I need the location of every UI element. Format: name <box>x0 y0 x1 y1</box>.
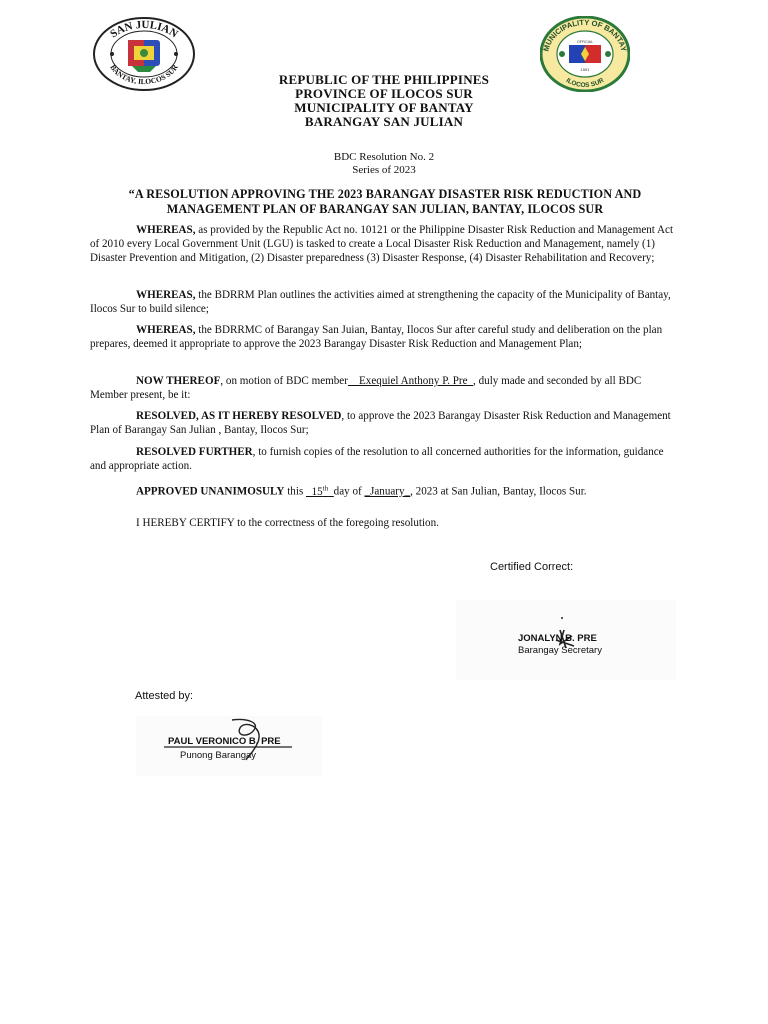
resolution-series: Series of 2023 <box>352 164 416 176</box>
resolved-text: , to approve the 2023 Barangay Disaster Risk Reduction and Management Plan of Barangay San Julian , Bantay, Ilocos Sur; <box>90 410 671 437</box>
resolved-further-lead: RESOLVED FURTHER <box>136 446 253 458</box>
resolved-lead: RESOLVED, AS IT HEREBY RESOLVED <box>136 410 342 422</box>
header-municipality: MUNICIPALITY OF BANTAY <box>294 100 474 115</box>
approved-day-tail: _ <box>328 485 334 498</box>
whereas-text: the BDRRM Plan outlines the activities aimed at strengthening the capacity of the Municipality of Bantay, Ilocos Sur to build silence; <box>90 289 671 316</box>
resolution-title <box>90 187 680 217</box>
whereas-paragraph-1 <box>90 223 680 266</box>
secretary-signature-block <box>456 600 676 680</box>
captain-name: PAUL VERONICO B. PRE <box>168 736 281 747</box>
resolution-title-line1: “A RESOLUTION APPROVING THE 2023 BARANGAY DISASTER RISK REDUCTION AND <box>128 187 642 201</box>
secretary-name: JONALYN B. PRE <box>518 633 597 644</box>
whereas-lead: WHEREAS, <box>136 289 196 301</box>
resolution-number: BDC Resolution No. 2 <box>333 151 435 163</box>
whereas-paragraph-3 <box>90 323 680 351</box>
whereas-text: as provided by the Republic Act no. 10121 or the Philippine Disaster Risk Reduction and Management Act of 2010 every Local Government Unit (LGU) is tasked to create a Local Disaster Risk Reduction and Management, namely (1) Disaster Prevention and Mitigation, (2) Disaster preparedness (3) Disaster Response, (4) Disaster Rehabilitation and Recovery; <box>90 224 674 265</box>
whereas-paragraph-2 <box>90 288 680 316</box>
approved-text-b: day of <box>333 485 365 498</box>
captain-signature-block <box>136 716 322 776</box>
approved-text-c: , 2023 at San Julian, Bantay, Ilocos Sur. <box>410 485 587 498</box>
approved-paragraph <box>90 481 680 499</box>
seal-right-bottom-text: ILOCOS SUR <box>564 76 606 90</box>
seal-left-bottom-text: BANTAY, ILOCOS SUR <box>108 62 180 87</box>
header-province: PROVINCE OF ILOCOS SUR <box>295 86 473 101</box>
moving-member-name: __Exequiel Anthony P. Pre_ <box>347 375 474 387</box>
approved-day <box>306 486 334 498</box>
captain-title: Punong Barangay <box>180 750 257 761</box>
seal-right-year: 1591 <box>580 67 590 72</box>
whereas-text: the BDRRMC of Barangay San Juian, Bantay, Ilocos Sur after careful study and deliberation on the plan prepares, deemed it appropriate to approve the 2023 Barangay Disaster Risk Reduction and Management Plan; <box>90 324 663 351</box>
seal-left-top-text: SAN JULIAN <box>108 18 180 41</box>
approved-lead: APPROVED UNANIMOSULY <box>136 485 285 498</box>
resolved-further-text: , to furnish copies of the resolution to all concerned authorities for the information, guidance and appropriate action. <box>90 446 664 473</box>
approved-text-a: this <box>284 485 307 498</box>
approved-day-number: _15 <box>306 485 323 498</box>
resolution-title-line2: MANAGEMENT PLAN OF BARANGAY SAN JULIAN, BANTAY, ILOCOS SUR <box>166 202 604 216</box>
now-thereof-lead: NOW THEREOF <box>136 375 221 387</box>
certify-paragraph <box>90 516 680 530</box>
whereas-lead: WHEREAS, <box>136 224 196 236</box>
seal-right-center-label: OFFICIAL <box>576 40 594 44</box>
now-thereof-paragraph <box>90 374 680 402</box>
certify-text: I HEREBY CERTIFY to the correctness of the foregoing resolution. <box>136 517 439 529</box>
whereas-lead: WHEREAS, <box>136 324 196 336</box>
resolved-further-paragraph <box>90 445 680 473</box>
header-barangay: BARANGAY SAN JULIAN <box>304 114 464 129</box>
attested-by-label: Attested by: <box>135 690 194 702</box>
header-republic: REPUBLIC OF THE PHILIPPINES <box>278 72 490 87</box>
approved-day-suffix: th <box>322 484 329 492</box>
now-thereof-text-b: , duly made and seconded by all BDC Member present, be it: <box>90 375 642 402</box>
approved-month: _January_ <box>364 485 411 498</box>
now-thereof-text-a: , on motion of BDC member <box>220 375 348 387</box>
certified-correct-label: Certified Correct: <box>490 561 574 573</box>
secretary-title: Barangay Secretary <box>518 645 602 656</box>
seal-right-top-text: MUNICIPALITY OF BANTAY <box>541 17 629 53</box>
resolved-paragraph <box>90 409 680 437</box>
